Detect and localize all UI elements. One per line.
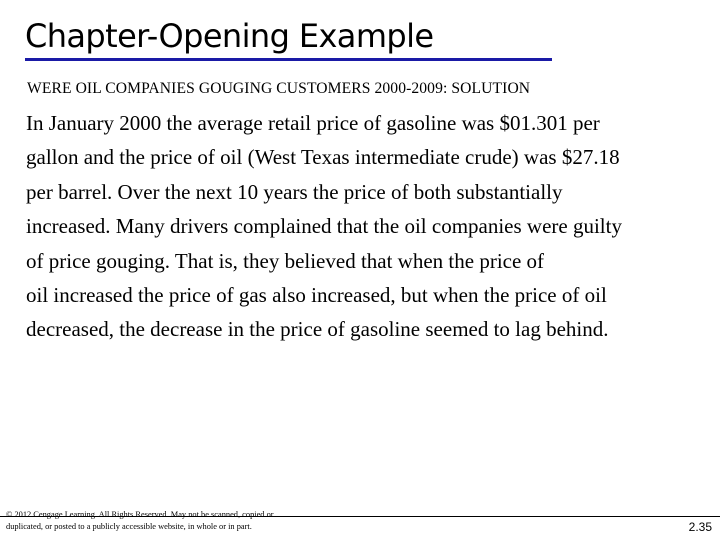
body-line: per barrel. Over the next 10 years the price of both substantially [26,179,563,204]
body-line: oil increased the price of gas also increased, but when the price of oil [26,283,607,308]
body-line: decreased, the decrease in the price of gasoline seemed to lag behind. [26,317,609,342]
body-line: increased. Many drivers complained that the oil companies were guilty [26,214,622,239]
body-paragraph [26,106,716,347]
slide-title: Chapter-Opening Example [25,17,434,55]
title-underline [25,58,552,61]
body-line: of price gouging. That is, they believed that when the price of [26,248,545,273]
slide-subtitle: WERE OIL COMPANIES GOUGING CUSTOMERS 2000-2009: SOLUTION [27,80,531,97]
page-number: 2.35 [688,520,712,534]
copyright-notice [6,509,336,533]
copyright-line: © 2012 Cengage Learning. All Rights Reserved. May not be scanned, copied or [6,510,274,519]
body-line: gallon and the price of oil (West Texas intermediate crude) was $27.18 [26,145,620,170]
copyright-line: duplicated, or posted to a publicly accessible website, in whole or in part. [6,522,252,531]
body-line: In January 2000 the average retail price of gasoline was $01.301 per [26,111,600,135]
